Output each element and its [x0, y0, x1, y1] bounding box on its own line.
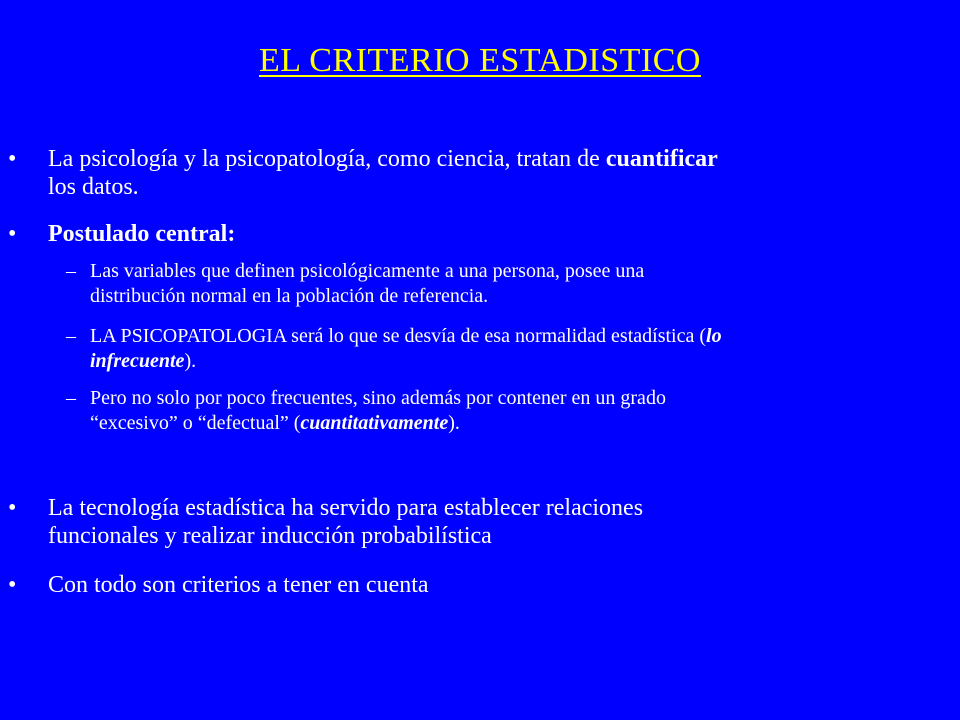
bullet-text-part: La psicología y la psicopatología, como ciencia, tratan de [48, 146, 606, 172]
bullet-line: La tecnología estadística ha servido para establecer relaciones [48, 495, 644, 521]
bullet-text [48, 494, 948, 550]
sub-text-part: “excesivo” o “defectual” ( [90, 412, 301, 434]
sub-text-part: ). [184, 350, 197, 372]
bullet-text: Con todo son criterios a tener en cuenta [48, 572, 429, 598]
sub-text [90, 324, 950, 374]
bullet-marker: • [8, 146, 17, 172]
sub-line: Las variables que definen psicológicamente a una persona, posee una [90, 260, 645, 282]
sub-emphasis: lo [706, 325, 722, 347]
bullet-line [48, 145, 948, 173]
bullet-marker: • [8, 495, 17, 521]
bullet-text: Postulado central: [48, 221, 236, 247]
bullet-marker: • [8, 572, 17, 598]
sub-bullet-marker: – [66, 325, 76, 347]
sub-line: Pero no solo por poco frecuentes, sino además por contener en un grado [90, 387, 666, 409]
sub-bullet-marker: – [66, 387, 76, 409]
sub-text [90, 259, 940, 309]
sub-text [90, 386, 940, 436]
bullet-line: los datos. [48, 174, 139, 200]
sub-emphasis: cuantitativamente [300, 412, 449, 434]
bullet-marker: • [8, 221, 17, 247]
sub-emphasis: infrecuente [90, 350, 185, 372]
sub-line [90, 411, 940, 436]
slide-title: EL CRITERIO ESTADISTICO [259, 42, 701, 79]
sub-line [90, 324, 950, 349]
bullet-line: funcionales y realizar inducción probabilística [48, 523, 492, 549]
sub-line: distribución normal en la población de referencia. [90, 285, 489, 307]
sub-line [90, 349, 950, 374]
bullet-emphasis: cuantificar [605, 146, 718, 172]
sub-text-part: LA PSICOPATOLOGIA será lo que se desvía de esa normalidad estadística ( [90, 325, 707, 347]
sub-text-part: ). [448, 412, 460, 434]
bullet-text [48, 145, 948, 201]
sub-bullet-marker: – [66, 260, 76, 282]
